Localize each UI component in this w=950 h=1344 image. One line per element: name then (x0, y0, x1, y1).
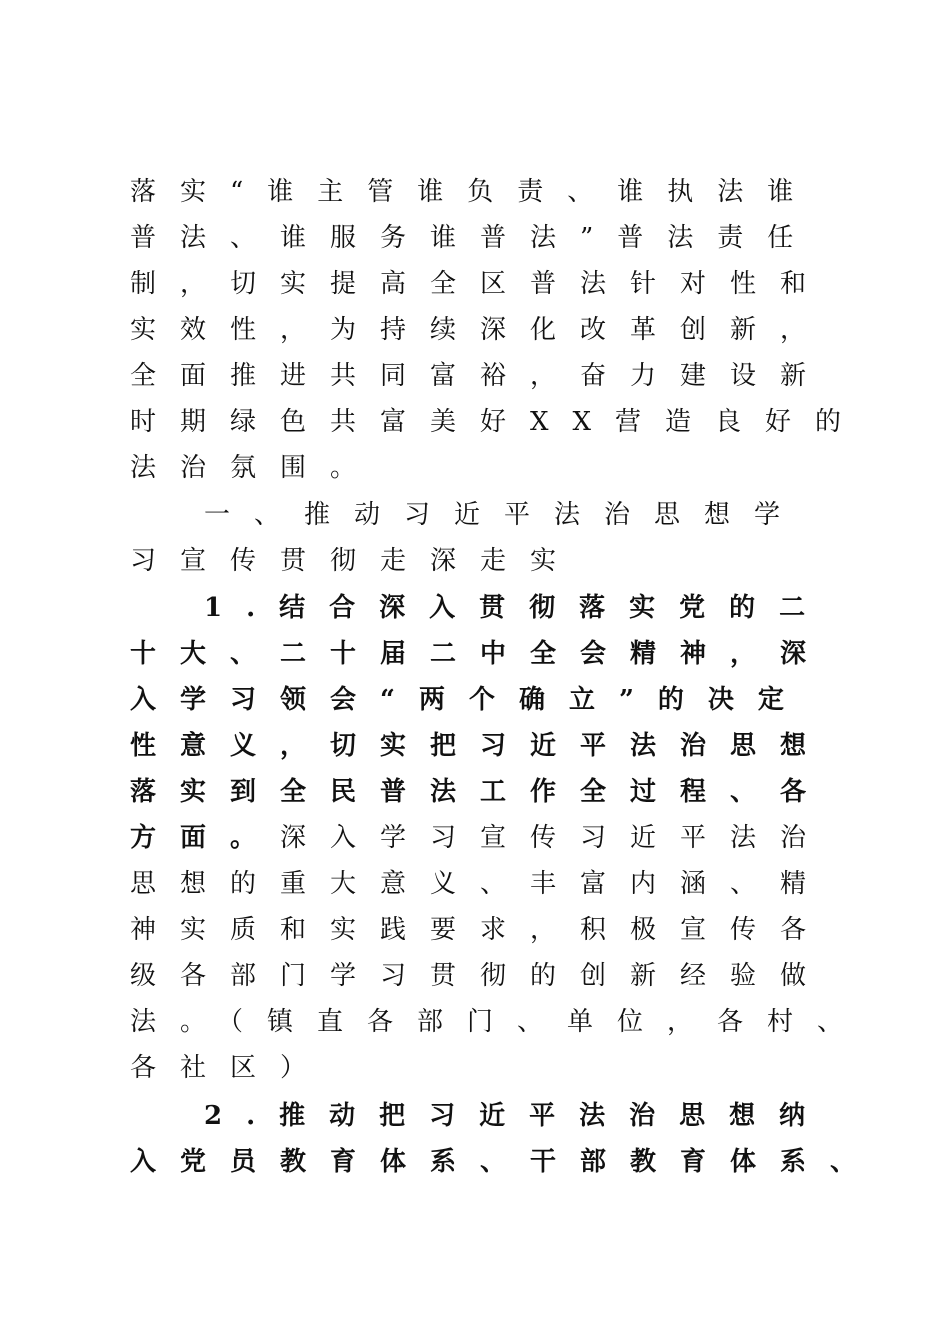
line-text: 时期绿色共富美好XX营造良好的 (130, 407, 866, 437)
item-1-heading: 1.结合深入贯彻落实党的二 (204, 593, 830, 623)
item-1-line-9 (130, 956, 830, 996)
item-1-line-6 (130, 818, 830, 858)
line-text: 普法、谁服务谁普法”普法责任 (130, 223, 818, 253)
item-1-line-8 (130, 910, 830, 950)
item-1-body: 级各部门学习贯彻的创新经验做 (130, 961, 831, 991)
item-1-line-4 (130, 726, 830, 766)
item-1-line-1 (204, 588, 829, 628)
text-line-1 (130, 172, 817, 212)
line-text: 制，切实提高全区普法针对性和 (130, 269, 831, 299)
section-heading: 习宣传贯彻走深走实 (130, 546, 581, 576)
text-line-6 (130, 402, 865, 442)
item-2-line-2 (130, 1142, 880, 1182)
item-1-line-5 (130, 772, 830, 812)
item-1-heading: 入学习领会“两个确立”的决定 (130, 685, 808, 715)
text-line-5 (130, 356, 830, 396)
section-heading: 一、推动习近平法治思想学 (204, 500, 805, 530)
text-line-3 (130, 264, 830, 304)
item-1-line-10 (130, 1002, 867, 1042)
item-1-line-3 (130, 680, 808, 720)
text-line-4 (130, 310, 830, 350)
item-1-body: 各社区） (130, 1053, 331, 1083)
item-1-body: 法。（镇直各部门、单位，各村、 (130, 1007, 868, 1037)
item-1-line-2 (130, 634, 830, 674)
item-1-heading: 落实到全民普法工作全过程、各 (130, 777, 831, 807)
item-1-body: 神实质和实践要求，积极宣传各 (130, 915, 831, 945)
text-line-2 (130, 218, 817, 258)
item-1-body: 思想的重大意义、丰富内涵、精 (130, 869, 831, 899)
line-text: 全面推进共同富裕，奋力建设新 (130, 361, 831, 391)
item-2-heading: 入党员教育体系、干部教育体系、 (130, 1147, 881, 1177)
item-1-line-7 (130, 864, 830, 904)
item-1-heading-end: 方面。 (130, 823, 281, 853)
line-text: 落实“谁主管谁负责、谁执法谁 (130, 177, 818, 207)
line-text: 实效性，为持续深化改革创新， (130, 315, 831, 345)
item-1-line-11 (130, 1048, 330, 1088)
item-1-heading: 十大、二十届二中全会精神，深 (130, 639, 831, 669)
section-heading-line-1 (204, 495, 804, 535)
section-heading-line-2 (130, 541, 580, 581)
line-text: 法治氛围。 (130, 453, 381, 483)
item-1-heading: 性意义，切实把习近平法治思想 (130, 731, 831, 761)
item-2-line-1 (204, 1096, 829, 1136)
item-2-heading: 2.推动把习近平法治思想纳 (204, 1101, 830, 1131)
item-1-body: 深入学习宣传习近平法治 (280, 823, 831, 853)
text-line-7 (130, 448, 380, 488)
